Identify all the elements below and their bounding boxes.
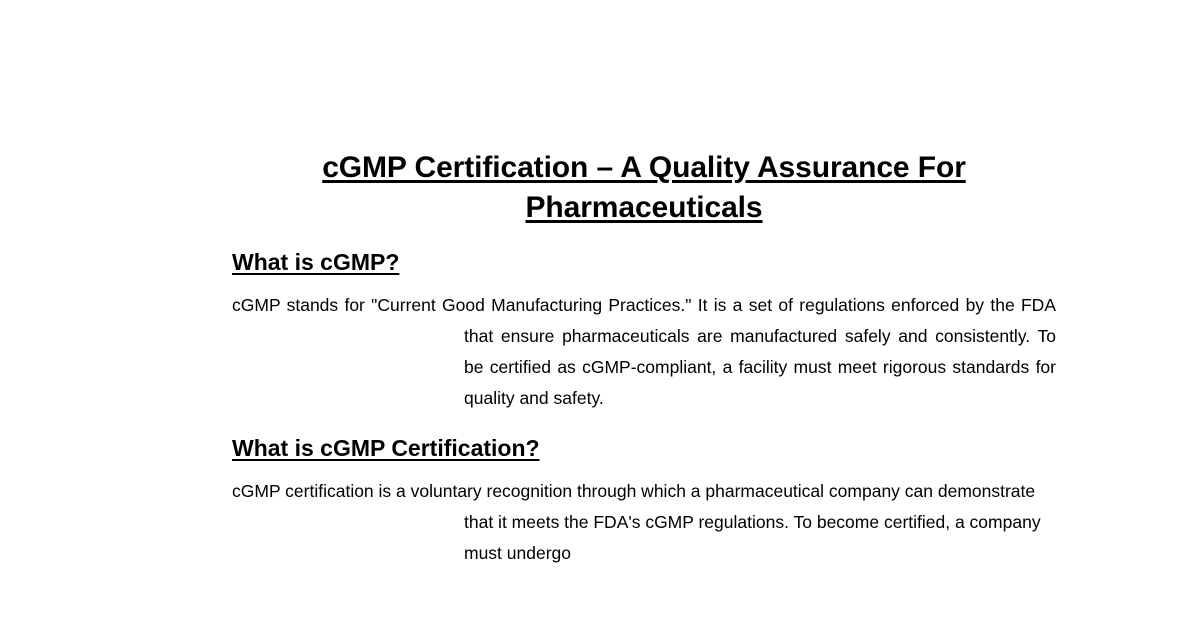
section-heading-what-is-cgmp-certification-text: What is cGMP Certification? [232, 435, 540, 462]
page-title-text: cGMP Certification – A Quality Assurance For Pharmaceuticals [322, 151, 966, 224]
section-heading-what-is-cgmp-text: What is cGMP? [232, 248, 400, 275]
section-heading-what-is-cgmp [232, 248, 1056, 278]
page-title [232, 148, 1056, 228]
section-paragraph-what-is-cgmp-certification: cGMP certification is a voluntary recognition through which a pharmaceutical company can demonstrate that it meets the FDA's cGMP regulations. To become certified, a company must undergo [232, 481, 1041, 564]
section-paragraph-what-is-cgmp: cGMP stands for "Current Good Manufacturing Practices." It is a set of regulations enforced by the FDA that ensure pharmaceuticals are manufactured safely and consistently. To be certified as cGMP-compliant, a facility must meet rigorous standards for quality and safety. [232, 294, 1056, 409]
section-heading-what-is-cgmp-certification [232, 434, 1056, 464]
document-body [232, 148, 1056, 570]
